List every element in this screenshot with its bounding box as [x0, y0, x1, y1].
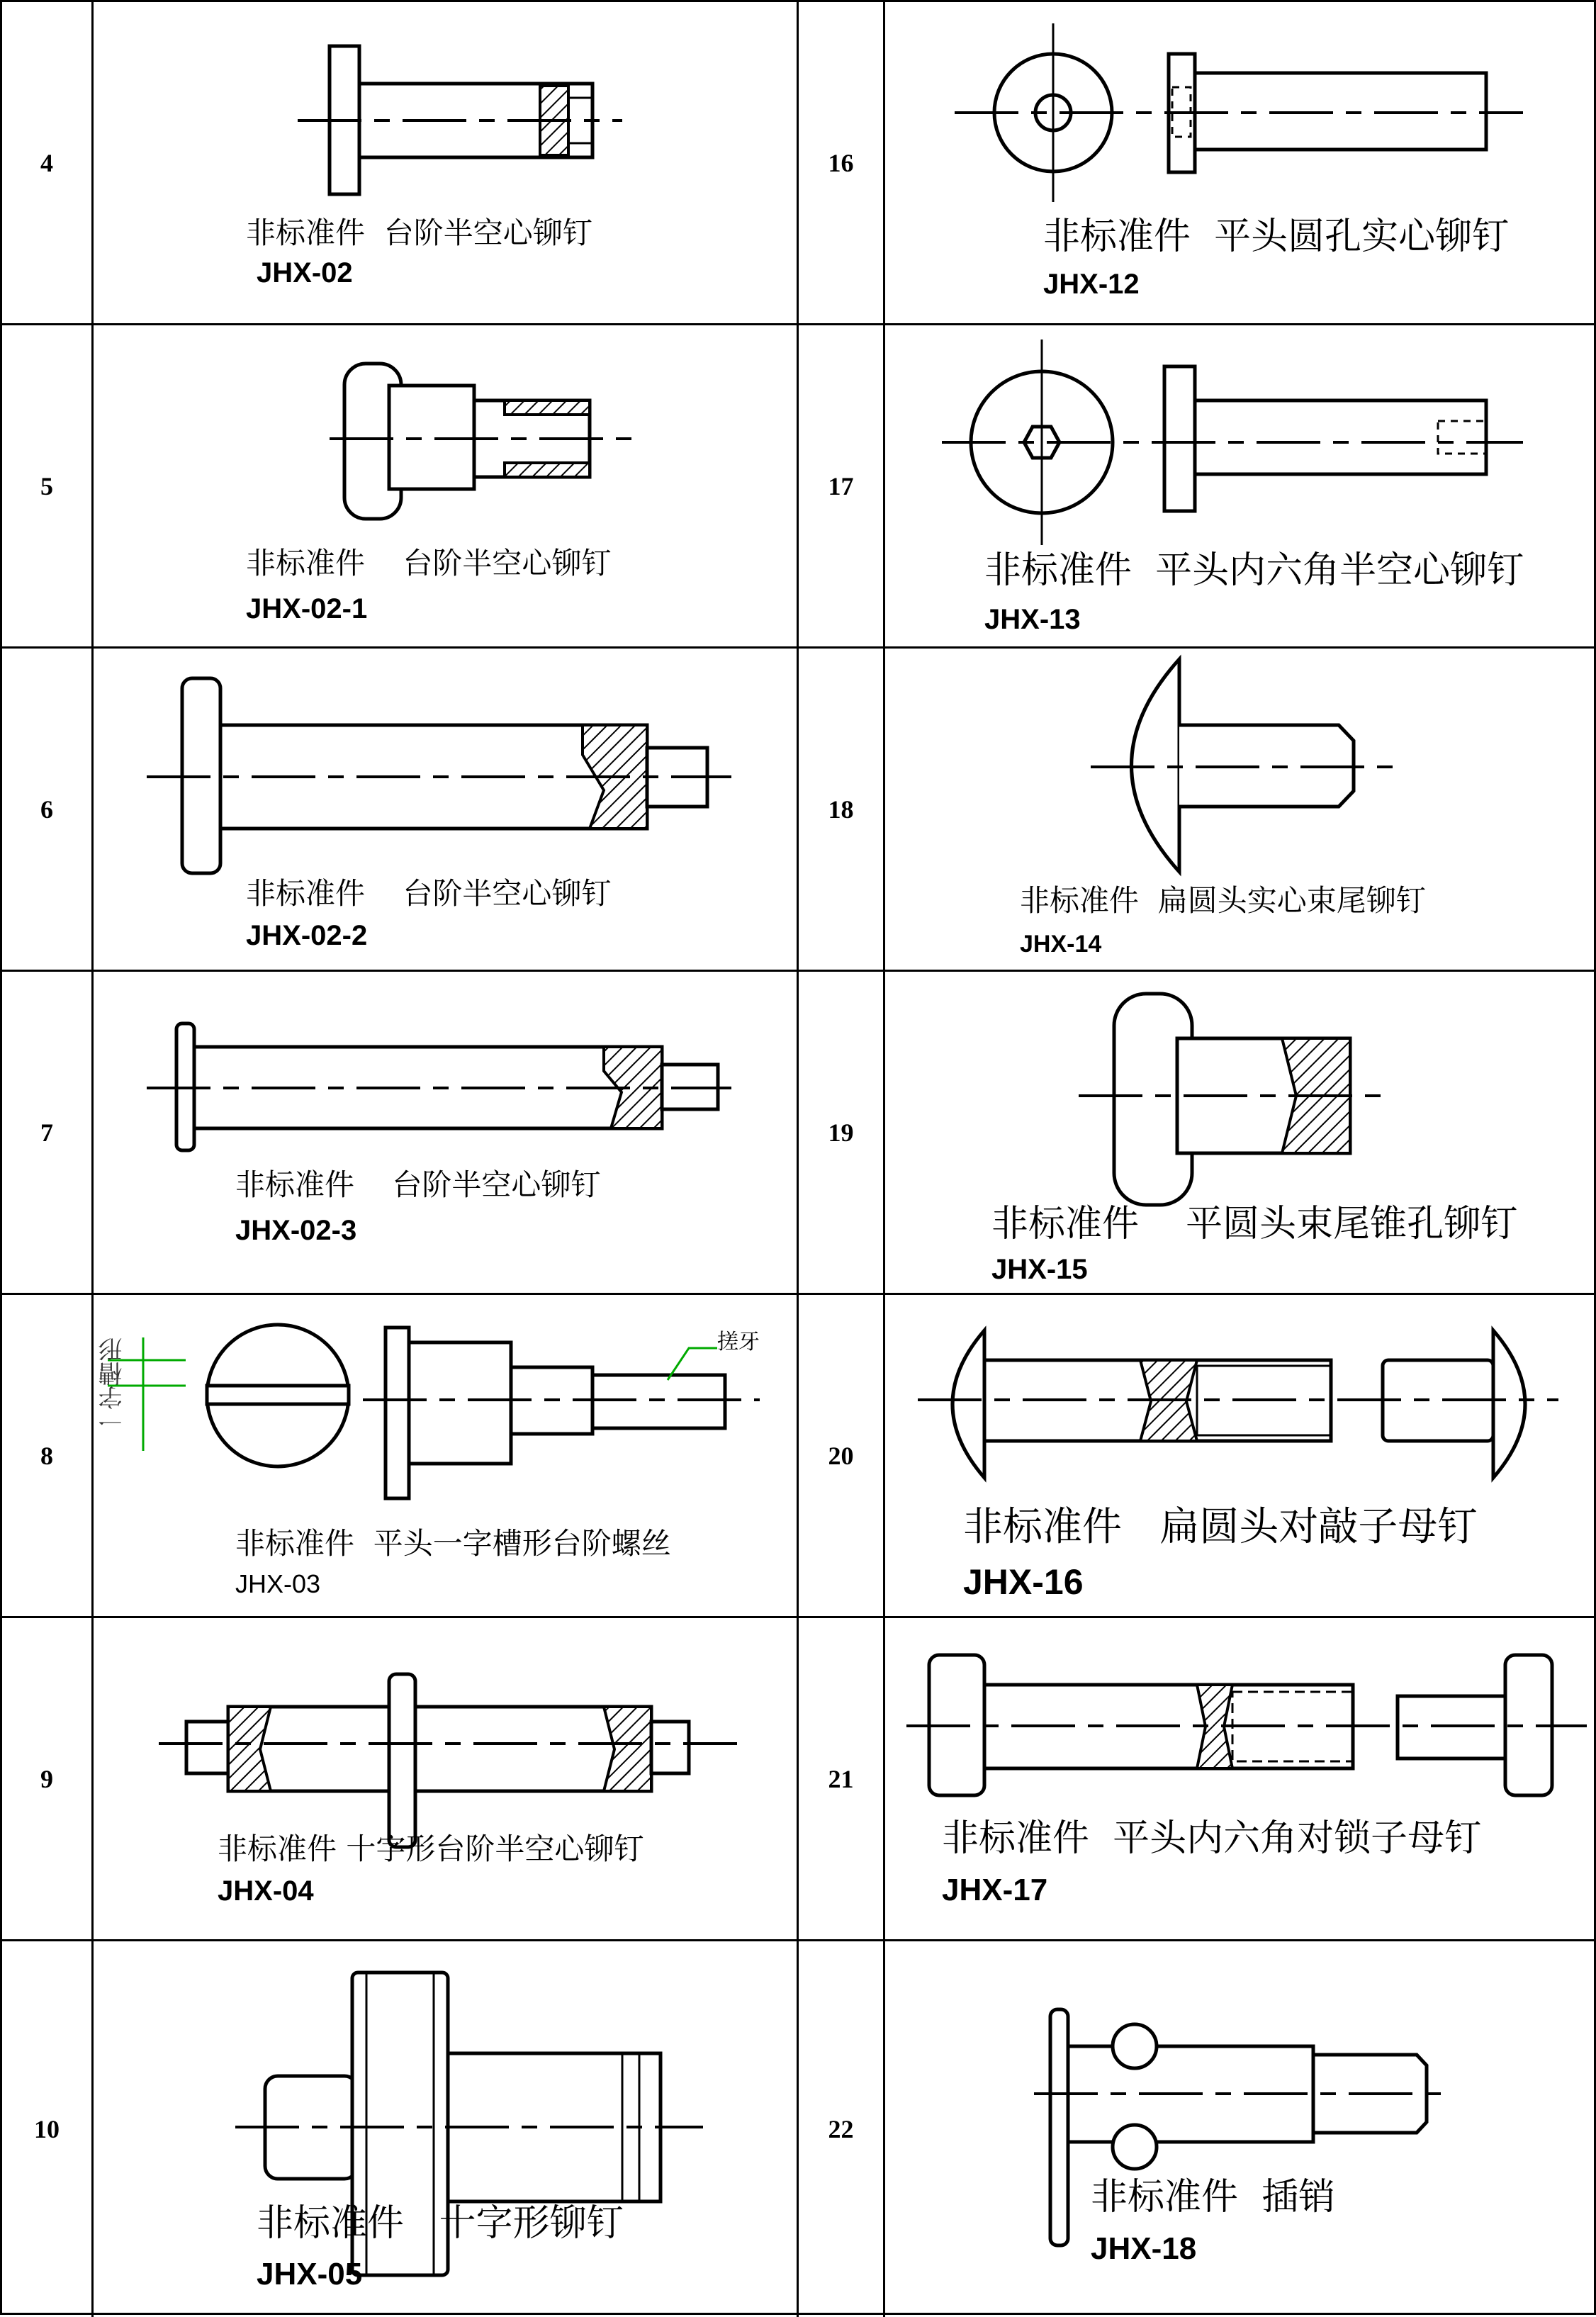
- rivet-drawing: [94, 1618, 797, 1941]
- part-code: JHX-02-1: [246, 593, 368, 624]
- part-label: 非标准件 平头内六角对锁子母钉: [942, 1817, 1482, 1860]
- drawing-cell: [885, 1941, 1596, 2317]
- part-label: 非标准件 插销: [1091, 2176, 1336, 2218]
- rivet-drawing: [885, 2, 1596, 325]
- item-number: 17: [797, 325, 885, 646]
- item-number: 21: [797, 1618, 885, 1939]
- rivet-drawing: [885, 972, 1596, 1295]
- part-label: 非标准件 台阶半空心铆钉: [246, 546, 612, 580]
- table-row: [2, 325, 1596, 649]
- rivet-drawing: [885, 325, 1596, 649]
- drawing-cell: [885, 1295, 1596, 1616]
- part-label: 非标准件 台阶半空心铆钉: [246, 876, 612, 911]
- part-code: JHX-02-2: [246, 920, 368, 951]
- thread-annotation: 搓牙: [717, 1330, 760, 1354]
- slot-annotation: 一字槽形: [99, 1337, 127, 1434]
- rivet-drawing: [94, 649, 797, 972]
- item-number: 4: [2, 2, 94, 323]
- part-code: JHX-03: [235, 1569, 321, 1598]
- part-code: JHX-13: [984, 604, 1081, 635]
- item-number: 16: [797, 2, 885, 323]
- item-number: 20: [797, 1295, 885, 1616]
- table-row: [2, 2, 1596, 325]
- drawing-cell: [94, 972, 797, 1293]
- part-label: 非标准件 平头内六角半空心铆钉: [984, 549, 1524, 592]
- part-label: 非标准件 平头一字槽形台阶螺丝: [235, 1526, 671, 1561]
- part-label: 非标准件 十字形台阶半空心铆钉: [218, 1831, 644, 1866]
- rivet-drawing: [94, 1941, 797, 2317]
- part-code: JHX-05: [257, 2257, 363, 2291]
- table-row: [2, 972, 1596, 1295]
- drawing-cell: [885, 649, 1596, 970]
- item-number: 6: [2, 649, 94, 970]
- rivet-drawing: [94, 2, 797, 325]
- drawing-cell: [885, 972, 1596, 1293]
- drawing-cell: [885, 325, 1596, 646]
- item-number: 7: [2, 972, 94, 1293]
- part-label: 非标准件 平圆头束尾锥孔铆钉: [991, 1203, 1518, 1245]
- rivet-drawing: [94, 325, 797, 649]
- item-number: 22: [797, 1941, 885, 2317]
- item-number: 8: [2, 1295, 94, 1616]
- item-number: 9: [2, 1618, 94, 1939]
- drawing-cell: [94, 1295, 797, 1616]
- item-number: 18: [797, 649, 885, 970]
- part-code: JHX-17: [942, 1873, 1048, 1907]
- item-number: 10: [2, 1941, 94, 2317]
- drawing-cell: [885, 2, 1596, 323]
- rivet-drawing: [94, 972, 797, 1295]
- drawing-cell: [94, 1941, 797, 2317]
- part-code: JHX-04: [218, 1875, 314, 1907]
- table-row: [2, 649, 1596, 972]
- rivet-drawing: [885, 1941, 1596, 2317]
- table-row: [2, 1618, 1596, 1941]
- part-code: JHX-12: [1043, 269, 1140, 300]
- item-number: 19: [797, 972, 885, 1293]
- part-code: JHX-02: [257, 257, 353, 288]
- rivet-drawing: [885, 649, 1596, 972]
- part-label: 非标准件 十字形铆钉: [257, 2202, 624, 2245]
- drawing-cell: [885, 1618, 1596, 1939]
- drawing-cell: [94, 2, 797, 323]
- part-label: 非标准件 台阶半空心铆钉: [246, 215, 592, 250]
- part-label: 非标准件 扁圆头对敲子母钉: [963, 1504, 1478, 1550]
- part-code: JHX-18: [1091, 2231, 1197, 2266]
- part-code: JHX-16: [963, 1562, 1084, 1602]
- rivet-drawing: [94, 1295, 797, 1618]
- part-code: JHX-15: [991, 1254, 1088, 1285]
- drawing-cell: [94, 325, 797, 646]
- part-label: 非标准件 平头圆孔实心铆钉: [1043, 215, 1510, 258]
- table-row: [2, 1941, 1596, 2317]
- table-row: [2, 1295, 1596, 1618]
- part-label: 非标准件 扁圆头实心束尾铆钉: [1020, 883, 1426, 918]
- part-code: JHX-02-3: [235, 1215, 357, 1246]
- drawing-cell: [94, 1618, 797, 1939]
- part-label: 非标准件 台阶半空心铆钉: [235, 1167, 601, 1202]
- drawing-cell: [94, 649, 797, 970]
- item-number: 5: [2, 325, 94, 646]
- part-code: JHX-14: [1020, 931, 1102, 958]
